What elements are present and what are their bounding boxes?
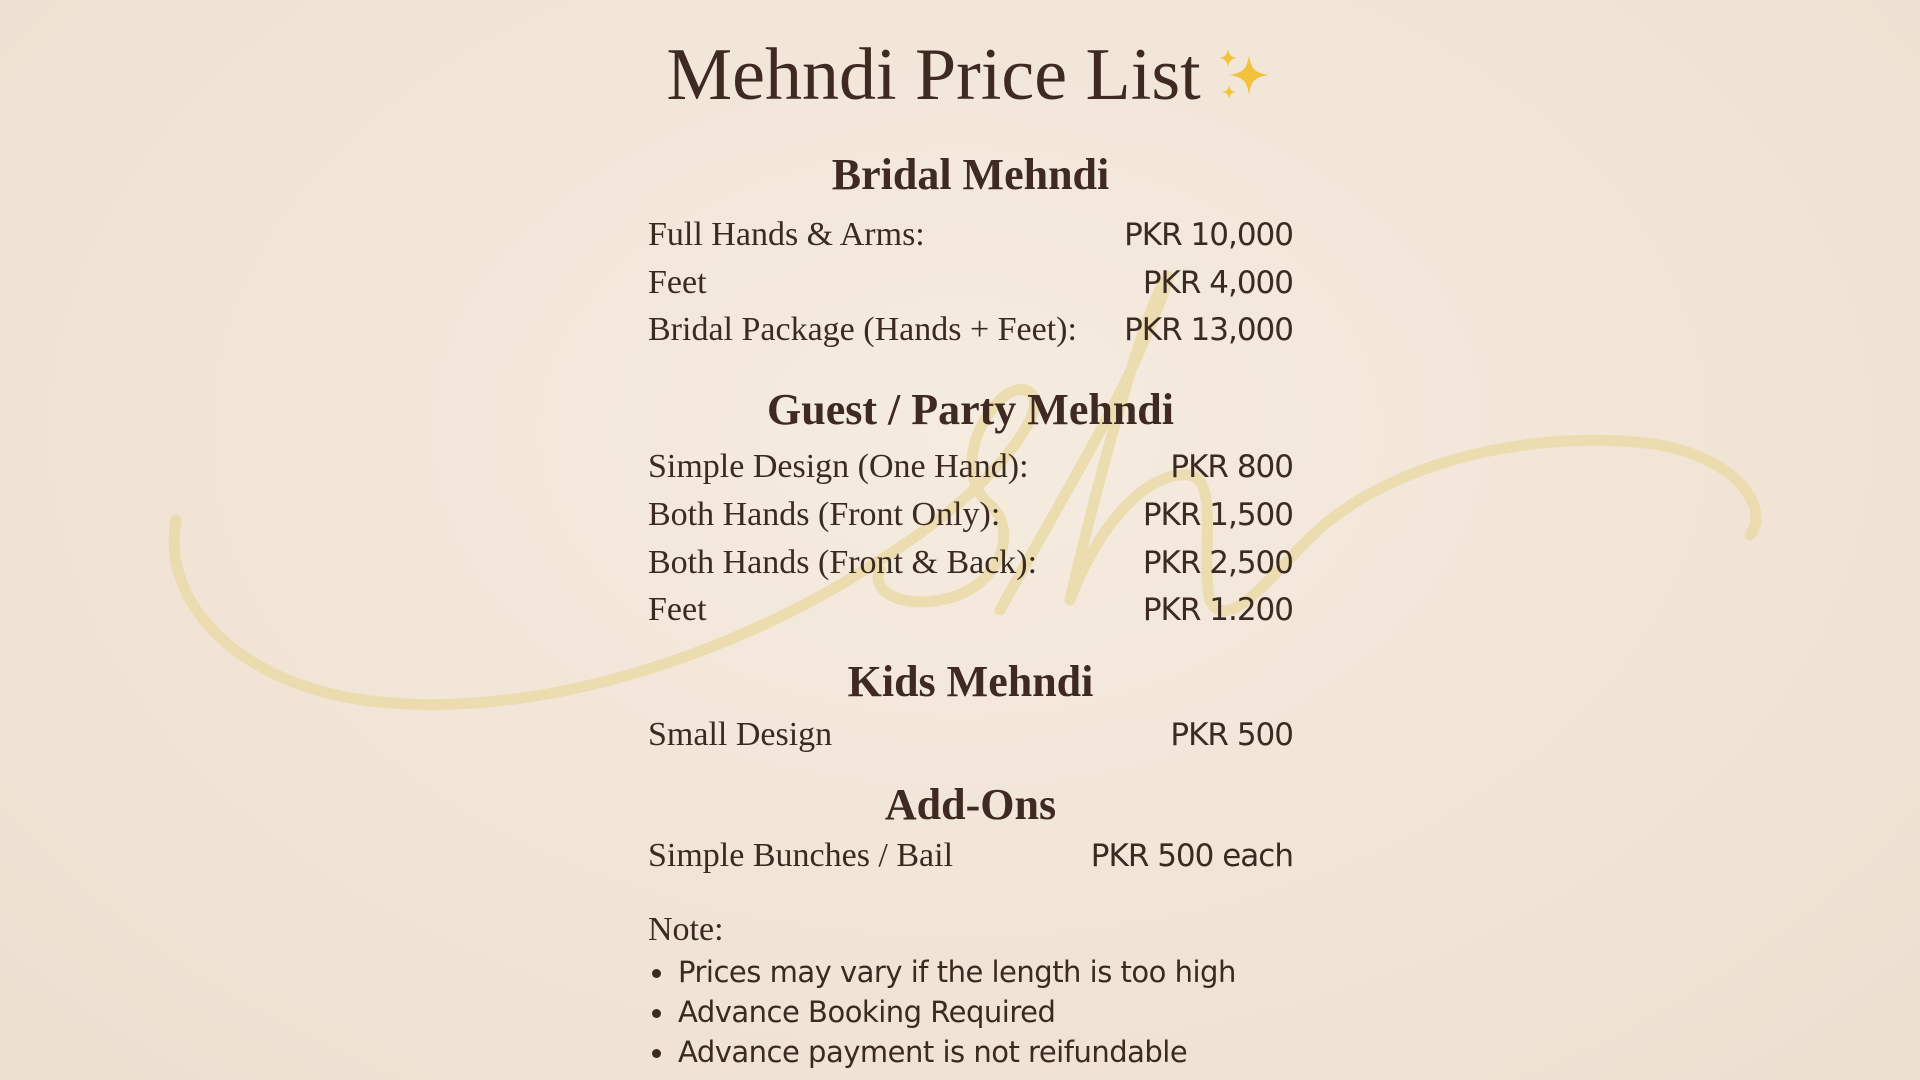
price-row [648,712,1293,758]
item-label: Full Hands & Arms: [648,216,925,253]
page-title [648,30,1293,120]
item-price: PKR 500 [1170,717,1293,753]
section-title-add-ons: Add-Ons [884,780,1057,829]
section-title-bridal: Bridal Mehndi [831,150,1110,199]
item-label: Simple Design (One Hand): [648,448,1029,485]
notes-list [648,952,1293,1072]
price-row [648,212,1293,258]
price-row [648,260,1293,306]
item-label: Simple Bunches / Bail [648,837,954,874]
item-price: PKR 10,000 [1124,217,1293,253]
price-row [648,492,1293,538]
item-price: PKR 1.200 [1142,592,1293,628]
item-price: PKR 500 each [1090,838,1293,874]
price-row [648,444,1293,490]
section-title-kids: Kids Mehndi [847,657,1094,706]
item-label: Both Hands (Front Only): [648,496,1001,533]
section-title-guest-party: Guest / Party Mehndi [767,385,1174,434]
item-price: PKR 13,000 [1124,312,1293,348]
note-item: Advance payment is not reifundable [648,1032,1293,1072]
item-label: Both Hands (Front & Back): [648,544,1038,581]
item-price: PKR 2,500 [1142,545,1293,581]
price-row [648,587,1293,633]
page-title-text: Mehndi Price List [666,34,1201,116]
note-item: Prices may vary if the length is too high [648,952,1293,992]
price-row [648,540,1293,586]
item-label: Small Design [648,716,833,753]
note-label: Note: [648,911,724,948]
price-row [648,833,1293,879]
item-label: Feet [648,264,707,301]
note-item: Advance Booking Required [648,992,1293,1032]
item-price: PKR 800 [1170,449,1293,485]
price-row [648,307,1293,353]
item-label: Bridal Package (Hands + Feet): [648,311,1077,348]
item-price: PKR 4,000 [1142,265,1293,301]
sparkles-icon [1215,47,1275,107]
item-price: PKR 1,500 [1142,497,1293,533]
item-label: Feet [648,591,707,628]
